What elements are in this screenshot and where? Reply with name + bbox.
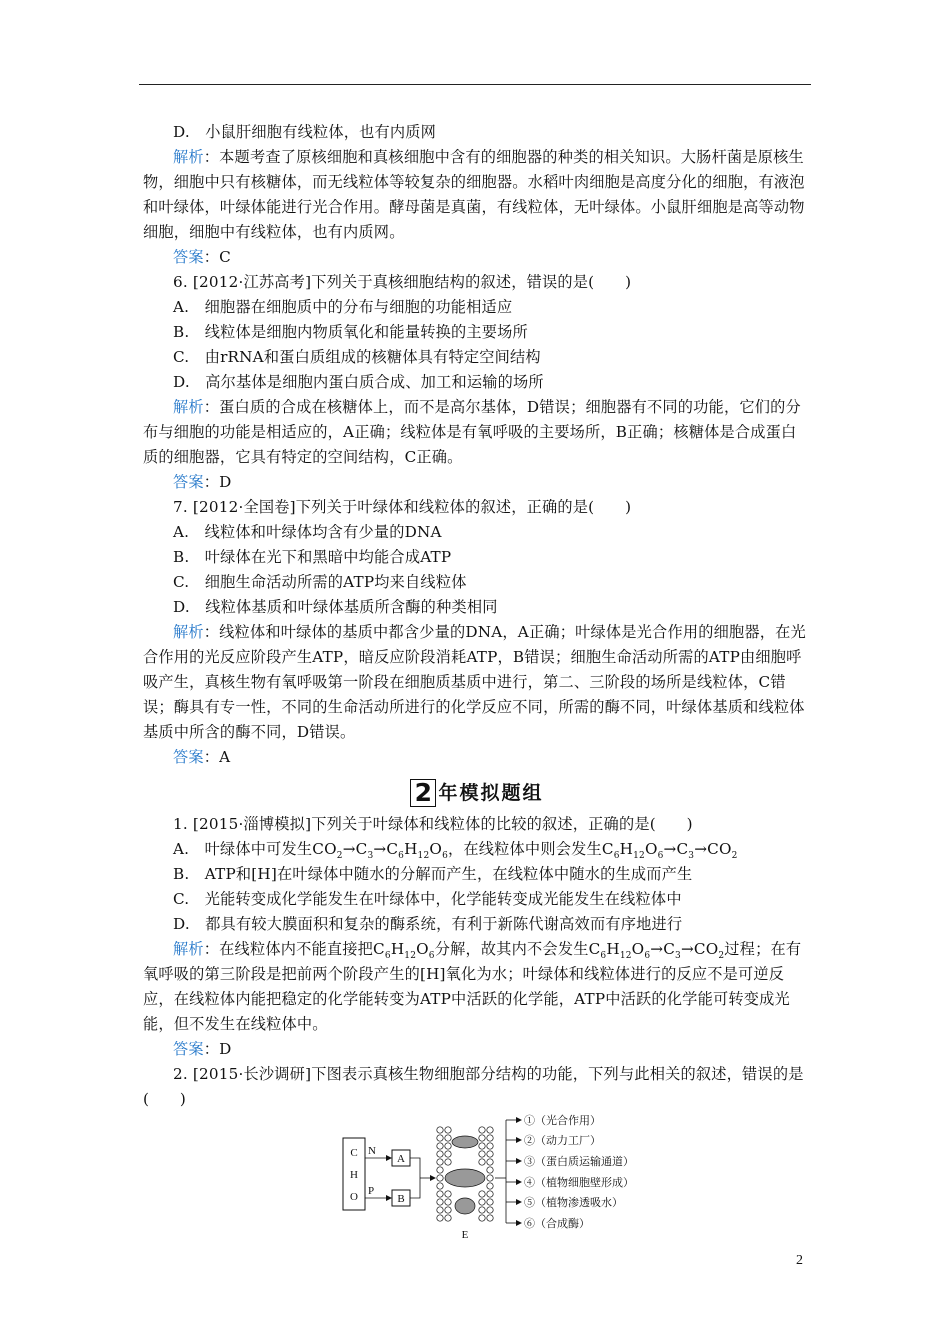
- output-2: ②（动力工厂）: [524, 1135, 601, 1147]
- cell-structure-diagram: [340, 1110, 660, 1245]
- label-b: B: [397, 1193, 405, 1205]
- section-number-box: 2: [410, 779, 436, 807]
- m1-option-c: C. 光能转变成化学能发生在叶绿体中，化学能转变成光能发生在线粒体中: [173, 890, 682, 908]
- label-p: P: [368, 1185, 375, 1197]
- m1-answer: [143, 1037, 811, 1062]
- output-3: ③（蛋白质运输通道）: [524, 1156, 634, 1168]
- q5-explanation: [143, 145, 811, 245]
- answer-value: ：D: [203, 473, 232, 491]
- output-6: ⑥（合成酶）: [524, 1218, 590, 1230]
- label-a: A: [397, 1153, 405, 1165]
- section-title: 年模拟题组: [438, 781, 544, 804]
- answer-label: 答案: [173, 473, 204, 491]
- q5-answer: [143, 245, 811, 270]
- header-rule: [139, 84, 811, 85]
- q6-explanation: [143, 395, 811, 470]
- explanation-text: ：蛋白质的合成在核糖体上，而不是高尔基体，D错误；细胞器有不同的功能，它们的分布与细胞的功能是相适应的，A正确；线粒体是有氧呼吸的主要场所，B正确；核糖体是合成蛋白质的细胞器，它具有特定的空间结构，C正确。: [143, 398, 801, 466]
- q7-option-a: A. 线粒体和叶绿体均含有少量的DNA: [173, 523, 442, 541]
- q7-option-b: B. 叶绿体在光下和黑暗中均能合成ATP: [173, 548, 452, 566]
- m1-explanation: 解析：在线粒体内不能直接把$C_6H_{12}O_6$分解，故其内不会发生$C_6H_{12}O_6\to C_3\to CO_2$过程；在有氧呼吸的第三阶段是把前两个阶段产生的[H]氧化为水；叶绿体和线粒体进行的反应不是可逆反应，在线粒体内能把稳定的化学能转变为ATP中活跃的化学能，ATP中活跃的化学能可转变成光能，但不发生在线粒体中。: [143, 940, 802, 1033]
- output-4: ④（植物细胞壁形成）: [524, 1177, 634, 1189]
- q6-option-d: D. 高尔基体是细胞内蛋白质合成、加工和运输的场所: [173, 373, 544, 391]
- m2-stem: 2. [2015·长沙调研]下图表示真核生物细胞部分结构的功能，下列与此相关的叙述，错误的是( ): [143, 1065, 804, 1108]
- q7-option-d: D. 线粒体基质和叶绿体基质所含酶的种类相同: [173, 598, 498, 616]
- label-n: N: [368, 1145, 376, 1157]
- answer-value: ：D: [203, 1040, 232, 1058]
- protein-bottom: [455, 1198, 475, 1214]
- q7-answer: [143, 745, 811, 770]
- answer-label: 答案: [173, 248, 204, 266]
- explanation-text: ：本题考查了原核细胞和真核细胞中含有的细胞器的种类的相关知识。大肠杆菌是原核生物，细胞中只有核糖体，而无线粒体等较复杂的细胞器。水稻叶肉细胞是高度分化的细胞，有液泡和叶绿体，叶绿体能进行光合作用。酵母菌是真菌，有线粒体，无叶绿体。小鼠肝细胞是高等动物细胞，细胞中有线粒体，也有内质网。: [143, 148, 805, 241]
- explanation-label: 解析: [173, 940, 204, 958]
- protein-top: [452, 1136, 478, 1148]
- answer-value: ：C: [203, 248, 231, 266]
- element-c: C: [350, 1147, 358, 1159]
- m1-option-d: D. 都具有较大膜面积和复杂的酶系统，有利于新陈代谢高效而有序地进行: [173, 915, 683, 933]
- q7-option-c: C. 细胞生命活动所需的ATP均来自线粒体: [173, 573, 467, 591]
- output-5: ⑤（植物渗透吸水）: [524, 1197, 623, 1209]
- answer-value: ：A: [203, 748, 231, 766]
- answer-label: 答案: [173, 1040, 204, 1058]
- label-e: E: [461, 1229, 469, 1241]
- explanation-label: 解析: [173, 623, 204, 641]
- protein-channel: [445, 1169, 485, 1187]
- q6-option-c: C. 由rRNA和蛋白质组成的核糖体具有特定空间结构: [173, 348, 541, 366]
- explanation-label: 解析: [173, 398, 204, 416]
- page-number: 2: [796, 1253, 803, 1268]
- q6-option-b: B. 线粒体是细胞内物质氧化和能量转换的主要场所: [173, 323, 528, 341]
- m1-option-a: A. 叶绿体中可发生$CO_2\to C_3\to C_6H_{12}O_6$，在线粒体中则会发生$C_6H_{12}O_6\to C_3\to CO_2$: [173, 840, 738, 862]
- output-1: ①（光合作用）: [524, 1115, 601, 1127]
- element-h: H: [350, 1169, 358, 1181]
- m1-stem: 1. [2015·淄博模拟]下列关于叶绿体和线粒体的比较的叙述，正确的是( ): [173, 815, 693, 833]
- q6-stem: 6. [2012·江苏高考]下列关于真核细胞结构的叙述，错误的是( ): [173, 273, 632, 291]
- explanation-label: 解析: [173, 148, 204, 166]
- explanation-text: ：线粒体和叶绿体的基质中都含少量的DNA，A正确；叶绿体是光合作用的细胞器，在光合作用的光反应阶段产生ATP，暗反应阶段消耗ATP，B错误；细胞生命活动所需的ATP由细胞呼吸产生，真核生物有氧呼吸第一阶段在细胞质基质中进行，第二、三阶段的场所是线粒体，C错误；酶具有专一性，不同的生命活动所进行的化学反应不同，所需的酶不同，叶绿体基质和线粒体基质中所含的酶不同，D错误。: [143, 623, 806, 741]
- q5-option-d: D. 小鼠肝细胞有线粒体，也有内质网: [173, 123, 437, 141]
- answer-label: 答案: [173, 748, 204, 766]
- section-heading: [143, 777, 811, 809]
- m1-option-b: B. ATP和[H]在叶绿体中随水的分解而产生，在线粒体中随水的生成而产生: [173, 865, 693, 883]
- q7-explanation: [143, 620, 811, 745]
- q6-answer: [143, 470, 811, 495]
- page-content: [143, 120, 811, 1112]
- q7-stem: 7. [2012·全国卷]下列关于叶绿体和线粒体的叙述，正确的是( ): [173, 498, 632, 516]
- q6-option-a: A. 细胞器在细胞质中的分布与细胞的功能相适应: [173, 298, 513, 316]
- element-o: O: [350, 1191, 358, 1203]
